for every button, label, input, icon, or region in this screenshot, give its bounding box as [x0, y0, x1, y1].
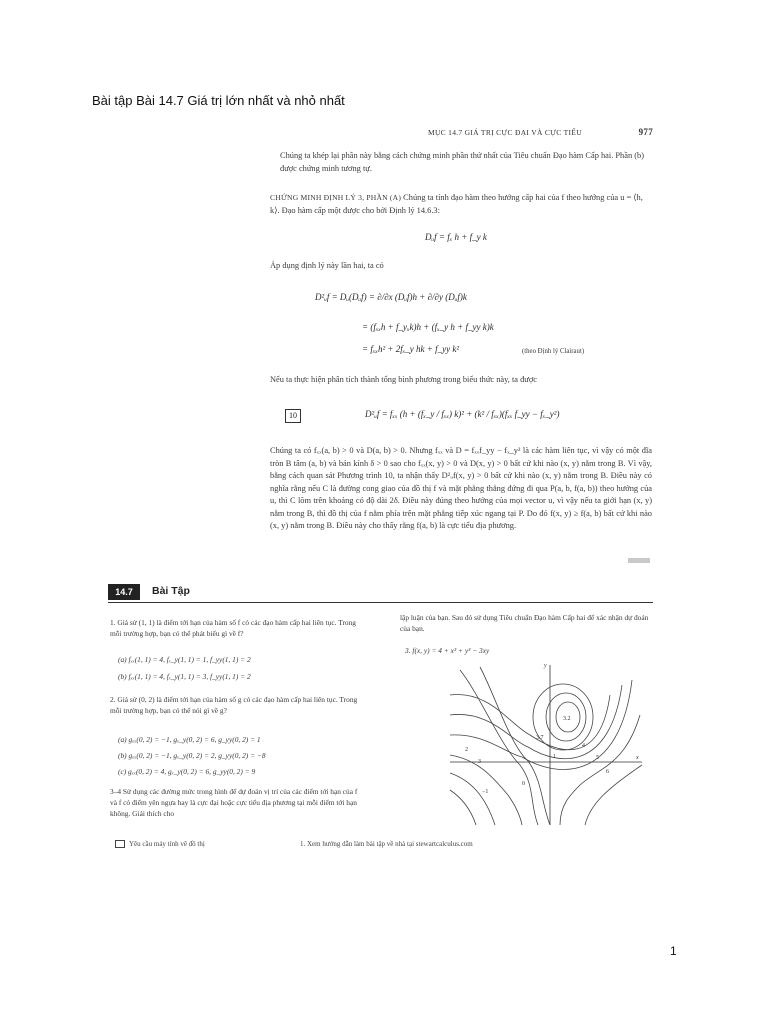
label-3-7: 3.7: [536, 735, 544, 741]
footer-hint: 1. Xem hướng dẫn làm bài tập về nhà tại stewartcalculus.com: [300, 840, 473, 848]
label-3: 3: [478, 759, 481, 765]
proof-heading: CHỨNG MINH ĐỊNH LÝ 3, PHẦN (A): [270, 193, 402, 202]
computer-icon: [115, 840, 125, 848]
section-title: Bài Tập: [152, 585, 190, 597]
label-1: 1: [553, 754, 556, 760]
label-3-2: 3.2: [563, 716, 571, 722]
y-axis-label: y: [544, 663, 547, 669]
contour-saddle-2: [450, 685, 622, 759]
equation-number-box: 10: [285, 409, 301, 423]
equation-line-2: = (fₓₓh + f_yₓk)h + (fₓ_y h + f_yy k)k: [362, 322, 494, 332]
equation-first-derivative: Dᵤf = fₓ h + f_y k: [425, 232, 487, 242]
exercise-2b: (b) gₓₓ(0, 2) = −1, gₓ_y(0, 2) = 2, g_yy(0, 2) = −8: [118, 751, 266, 760]
contour-saddle-4: [460, 670, 538, 825]
proof-text: Chúng ta tính đạo hàm theo hướng cấp hai của f theo hướng của u = ⟨h, k⟩. Đạo hàm cấp một được cho bởi Định lý 14.6.3:: [270, 193, 643, 215]
label-5: 5: [596, 755, 599, 761]
contour-plot: [410, 655, 650, 830]
x-axis-label: x: [636, 755, 639, 761]
contour-low-2: [450, 773, 495, 825]
equation-line-3: = fₓₓh² + 2fₓ_y hk + f_yy k²: [362, 344, 460, 354]
contour-saddle-5: [480, 667, 550, 825]
equation-line-1: D²ᵤf = Dᵤ(Dᵤf) = ∂/∂x (Dᵤf)h + ∂/∂y (Dᵤf)k: [315, 292, 467, 302]
label-4: 4: [582, 743, 585, 749]
label-minus-1: −1: [482, 789, 489, 795]
exercise-3-4-text: 3–4 Sử dụng các đường mức trong hình để dự đoán vị trí của các điểm tới hạn của f và f có điểm yên ngựa hay là cực đại hoặc cực tiểu địa phương tại mỗi điểm tới hạn không. Giải thích cho: [110, 787, 358, 818]
intro-paragraph: Chúng ta khép lại phần này bằng cách chứng minh phần thứ nhất của Tiêu chuẩn Đạo hàm Cấp hai. Phần (b) được chứng minh tương tự.: [280, 151, 645, 173]
proof-paragraph: [270, 192, 650, 217]
exercise-section-header: [108, 582, 653, 603]
exercise-2-text: 2. Giả sử (0, 2) là điểm tới hạn của hàm số g có các đạo hàm cấp hai liên tục. Trong mỗi trường hợp, bạn có thể nói gì về g?: [110, 695, 358, 715]
clairaut-note: (theo Định lý Clairaut): [522, 348, 585, 355]
exercise-2a: (a) gₓₓ(0, 2) = −1, gₓ_y(0, 2) = 6, g_yy(0, 2) = 1: [118, 735, 261, 744]
equation-ten: D²ᵤf = fₓₓ (h + (fₓ_y / fₓₓ) k)² + (k² / fₓₓ)(fₓₓ f_yy − fₓ_y²): [365, 409, 560, 419]
footer-computer-note: [115, 840, 205, 848]
running-head-text: MỤC 14.7 GIÁ TRỊ CỰC ĐẠI VÀ CỰC TIỂU: [428, 128, 582, 137]
exercise-1a: (a) fₓₓ(1, 1) = 4, fₓ_y(1, 1) = 1, f_yy(1, 1) = 2: [118, 655, 251, 664]
label-0: 0: [522, 781, 525, 787]
plot-labels: [465, 663, 639, 795]
end-of-proof-mark: [628, 558, 650, 563]
conclusion-paragraph: Chúng ta có fₓₓ(a, b) > 0 và D(a, b) > 0. Nhưng fₓₓ và D = fₓₓf_yy − fₓ_y² là các hàm liên tục, vì vậy có một đĩa tròn B tâm (a, b) và bán kính δ > 0 sao cho fₓₓ(x, y) > 0 và D(x, y) > 0 bất cứ khi nào (x, y) nằm trong B. Vì vậy, bằng cách quan sát Phương trình 10, ta nhận thấy D²ᵤf(x, y) > 0 bất cứ khi nào (x, y) nằm trong B. Điều này có nghĩa rằng nếu C là đường cong giao của đồ thị f và mặt phẳng thẳng đứng đi qua P(a, b, f(a, b)) theo hướng của u, thì C lõm trên khoảng có độ dài 2δ. Điều này đúng theo hướng của mọi vector u, vì vậy nếu ta giới hạn (x, y) nằm trong B, thì đồ thị của f nằm phía trên mặt phẳng tiếp xúc ngang tại P. Do đó f(x, y) ≥ f(a, b) bất cứ khi nào (x, y) nằm trong B. Điều này cho thấy rằng f(a, b) là cực tiểu địa phương.: [270, 446, 652, 530]
contour-lines: [450, 665, 642, 825]
label-6: 6: [606, 769, 609, 775]
exercise-1b: (b) fₓₓ(1, 1) = 4, fₓ_y(1, 1) = 3, f_yy(1, 1) = 2: [118, 672, 251, 681]
page-number: 1: [670, 944, 677, 958]
right-column-text: lập luận của bạn. Sau đó sử dụng Tiêu chuẩn Đạo hàm Cấp hai để xác nhận dự đoán của bạn.: [400, 613, 649, 633]
contour-saddle-1: [450, 695, 610, 750]
apply-text: Áp dụng định lý này lần hai, ta có: [270, 261, 384, 270]
exercise-1-text: 1. Giả sử (1, 1) là điểm tới hạn của hàm số f có các đạo hàm cấp hai liên tục. Trong mỗi trường hợp, bạn có thể phát biểu gì về f?: [110, 618, 356, 638]
contour-saddle-3: [450, 680, 632, 769]
section-number-badge: 14.7: [108, 584, 140, 600]
running-head: [428, 128, 653, 137]
label-2: 2: [465, 747, 468, 753]
square-text: Nếu ta thực hiện phân tích thành tổng bình phương trong biểu thức này, ta được: [270, 375, 537, 384]
document-title: Bài tập Bài 14.7 Giá trị lớn nhất và nhỏ nhất: [92, 93, 345, 108]
contour-low-3: [450, 790, 476, 825]
exercise-3-formula: 3. f(x, y) = 4 + x³ + y³ − 3xy: [405, 646, 490, 655]
exercise-2c: (c) gₓₓ(0, 2) = 4, gₓ_y(0, 2) = 6, g_yy(0, 2) = 9: [118, 767, 256, 776]
footer-computer-text: Yêu cầu máy tính vẽ đồ thị: [129, 840, 205, 848]
running-page-number: 977: [638, 127, 653, 137]
contour-outer-2: [585, 765, 642, 825]
